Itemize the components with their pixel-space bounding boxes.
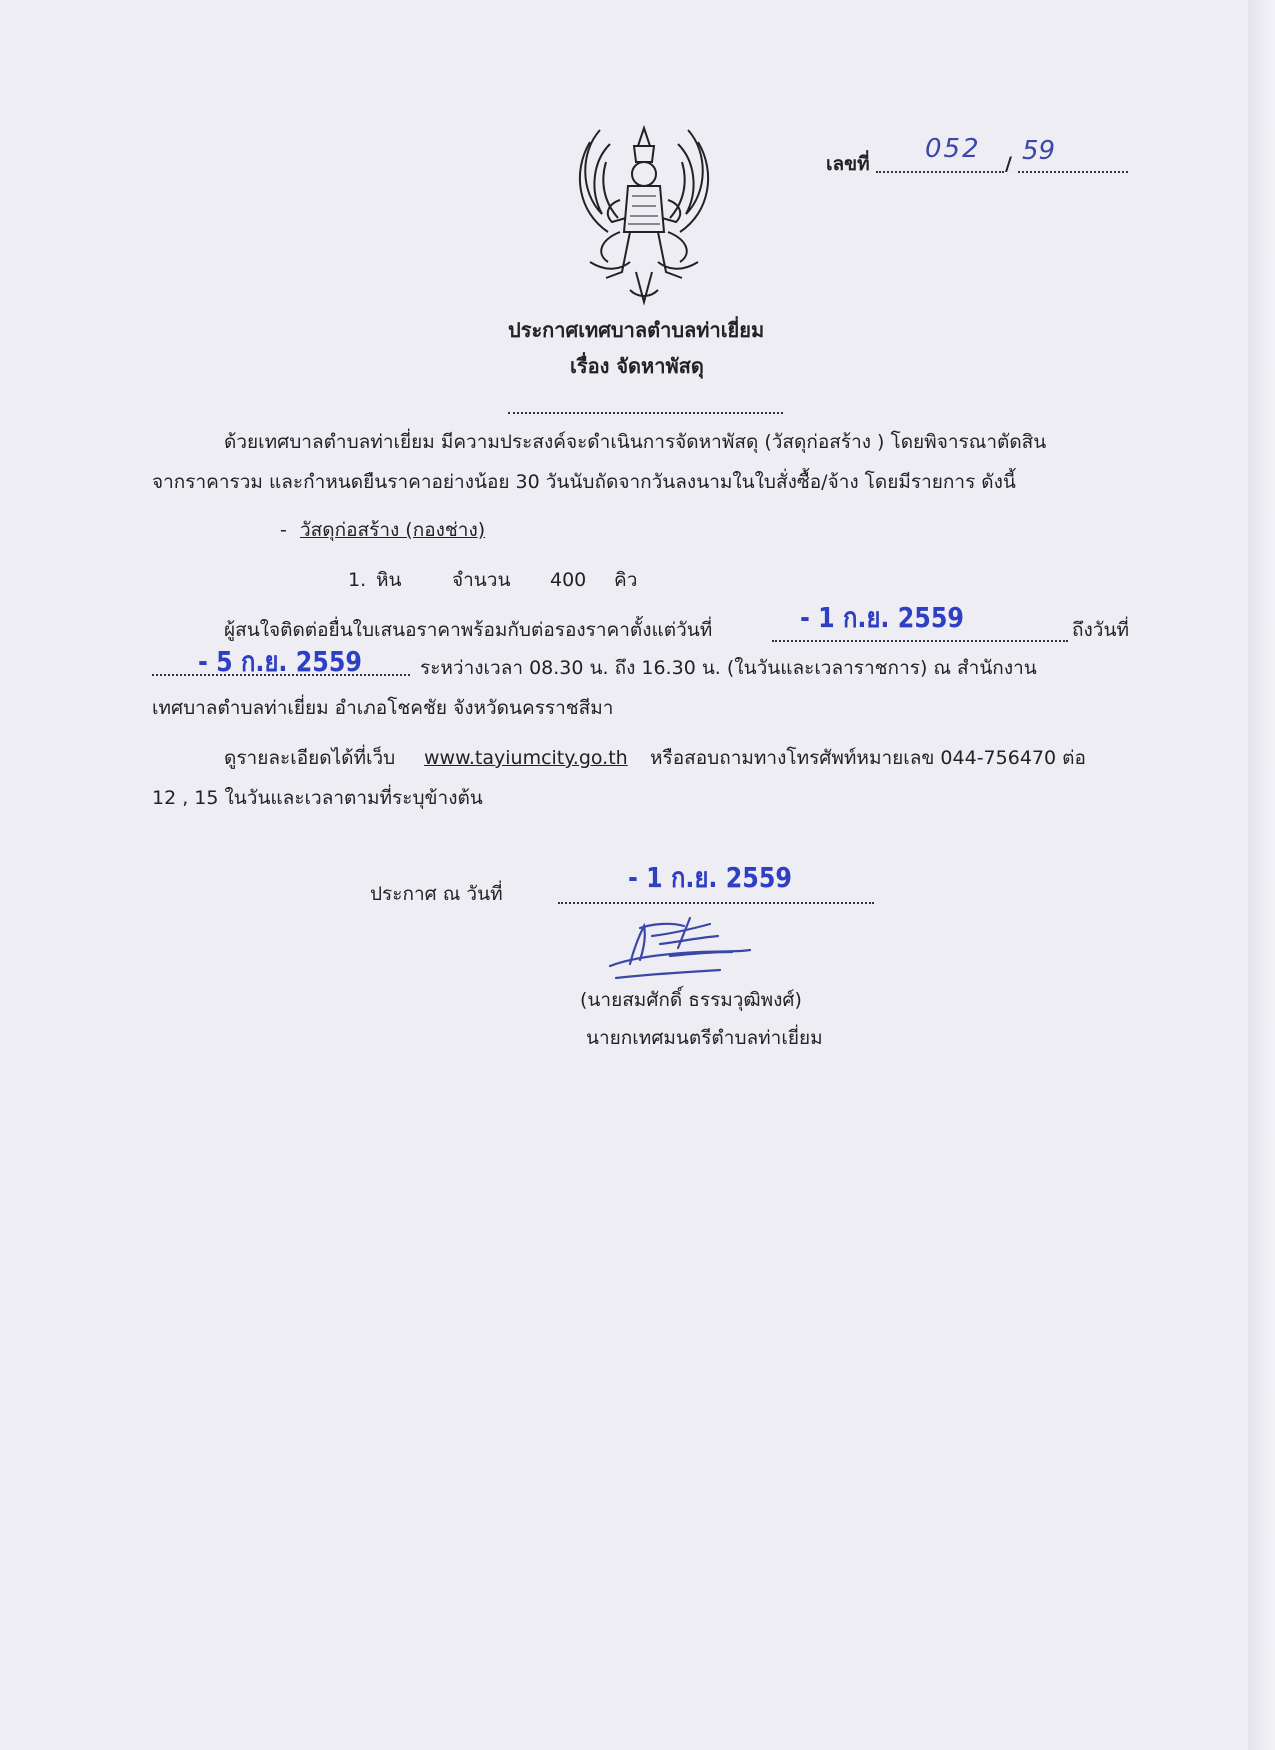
document-number-label: เลขที่ (826, 153, 870, 175)
paragraph-2-line-3: เทศบาลตำบลท่าเยี่ยม อำเภอโชคชัย จังหวัดนครราชสีมา (152, 697, 614, 719)
signer-title: นายกเทศมนตรีตำบลท่าเยี่ยม (586, 1027, 823, 1049)
website-link[interactable]: www.tayiumcity.go.th (424, 747, 628, 769)
item-quantity-label: จำนวน (452, 569, 511, 591)
item-number: 1. (348, 569, 367, 591)
garuda-emblem-icon (560, 122, 728, 310)
paragraph-2-start: ผู้สนใจติดต่อยื่นใบเสนอราคาพร้อมกับต่อรองราคาตั้งแต่วันที่ (224, 619, 713, 641)
item-quantity: 400 (550, 569, 587, 591)
announcement-subject: เรื่อง จัดหาพัสดุ (570, 354, 704, 378)
paragraph-2-to: ถึงวันที่ (1072, 619, 1129, 641)
paragraph-1-line-2: จากราคารวม และกำหนดยืนราคาอย่างน้อย 30 วันนับถัดจากวันลงนามในใบสั่งซื้อ/จ้าง โดยมีรายการ ดังนี้ (152, 471, 1016, 493)
announcement-title: ประกาศเทศบาลตำบลท่าเยี่ยม (508, 318, 765, 342)
announce-date-label: ประกาศ ณ วันที่ (370, 883, 503, 905)
section-dash: - (280, 519, 287, 541)
announce-date-dots (558, 902, 874, 904)
number-dots (876, 171, 1004, 173)
scan-edge (1248, 0, 1275, 1750)
announce-date-stamp: - 1 ก.ย. 2559 (628, 861, 792, 894)
number-separator: / (1005, 153, 1012, 175)
end-date-stamp: - 5 ก.ย. 2559 (198, 645, 362, 678)
start-date-dots (772, 640, 1068, 642)
title-divider (508, 412, 783, 414)
year-dots (1018, 171, 1128, 173)
section-title: วัสดุก่อสร้าง (กองช่าง) (300, 519, 486, 541)
paragraph-3-suffix: หรือสอบถามทางโทรศัพท์หมายเลข 044-756470 ต่อ (650, 747, 1086, 769)
paragraph-1-line-1: ด้วยเทศบาลตำบลท่าเยี่ยม มีความประสงค์จะดำเนินการจัดหาพัสดุ (วัสดุก่อสร้าง ) โดยพิจารณาตัดสิน (224, 431, 1047, 453)
paragraph-3-line-2: 12 , 15 ในวันและเวลาตามที่ระบุข้างต้น (152, 787, 483, 809)
paragraph-3-prefix: ดูรายละเอียดได้ที่เว็บ (224, 747, 396, 769)
document-number-year: 59 (1022, 136, 1056, 166)
signature-icon (600, 908, 760, 988)
item-unit: คิว (614, 569, 638, 591)
signer-name: (นายสมศักดิ์ ธรรมวุฒิพงศ์) (580, 989, 802, 1011)
item-name: หิน (376, 569, 402, 591)
paragraph-2-line-2: ระหว่างเวลา 08.30 น. ถึง 16.30 น. (ในวันและเวลาราชการ) ณ สำนักงาน (420, 657, 1037, 679)
document-number-value: 052 (925, 134, 981, 164)
start-date-stamp: - 1 ก.ย. 2559 (800, 601, 964, 634)
